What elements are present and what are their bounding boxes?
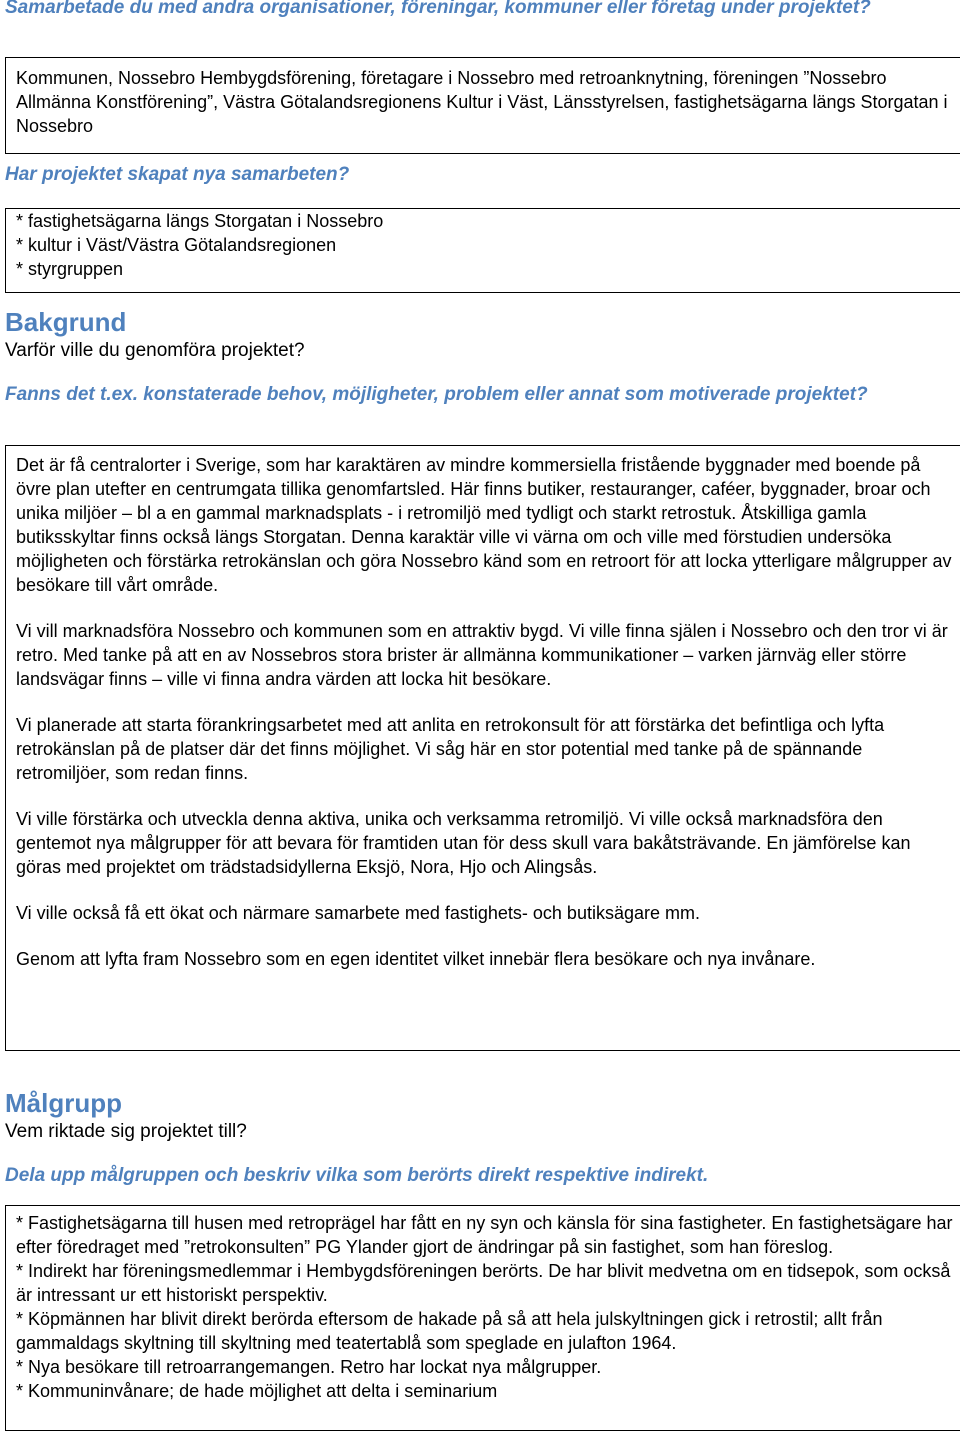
target-item: * Nya besökare till retroarrangemangen. Retro har lockat nya målgrupper. (16, 1357, 602, 1377)
collab-answer-box (5, 57, 960, 154)
background-paragraph: Vi vill marknadsföra Nossebro och kommunen som en attraktiv bygd. Vi ville finna själen i Nossebro och den tror vi är retro. Med tanke på att en av Nossebros stora brister är allmänna kommunikationer – varken järnväg eller större landsvägar finns – ville vi finna andra värden att locka hit besökare. (16, 621, 948, 689)
new-collab-item: * fastighetsägarna längs Storgatan i Nossebro (16, 211, 384, 231)
background-subheading: Varför ville du genomföra projektet? (5, 340, 305, 361)
target-subheading: Vem riktade sig projektet till? (5, 1121, 247, 1142)
target-answer-box (5, 1205, 960, 1431)
background-paragraph: Vi ville också få ett ökat och närmare samarbete med fastighets- och butiksägare mm. (16, 903, 700, 923)
background-paragraph: Det är få centralorter i Sverige, som har karaktären av mindre kommersiella fristående byggnader med boende på övre plan utefter en centrumgata tillika genomfartsled. Här finns butiker, restauranger, caféer, byggnader, broar och unika miljöer – bl a en gammal marknadsplats - i retromiljö med tydligt och starkt retrostuk. Åtskilliga gamla butiksskyltar finns också längs Storgatan. Denna karaktär ville vi värna om och ville med förstudien undersöka möjligheten och förstärka retrokänslan och göra Nossebro känd som en retroort för att locka ytterligare målgrupper av besökare till vårt område. (16, 455, 952, 595)
target-question: Dela upp målgruppen och beskriv vilka som berörts direkt respektive indirekt. (5, 1165, 709, 1186)
background-paragraph: Vi ville förstärka och utveckla denna aktiva, unika och verksamma retromiljö. Vi ville också marknadsföra den gentemot nya målgrupper för att bevara för framtiden utan för dess skull vara bakåtsträvande. En jämförelse kan göras med projektet om trädstadsidyllerna Eksjö, Nora, Hjo och Alingsås. (16, 809, 911, 877)
target-item: * Köpmännen har blivit direkt berörda eftersom de hakade på så att hela julskyltningen gick i retrostil; allt från gammaldags skyltning till skyltning med teatertablå som speglade en julafton 1964. (16, 1309, 883, 1353)
new-collab-item: * styrgruppen (16, 259, 124, 279)
background-question: Fanns det t.ex. konstaterade behov, möjligheter, problem eller annat som motiverade projektet? (5, 384, 868, 405)
background-heading: Bakgrund (5, 307, 127, 337)
background-answer-box (5, 445, 960, 1051)
new-collab-box (5, 208, 960, 293)
new-collab-item: * kultur i Väst/Västra Götalandsregionen (16, 235, 337, 255)
background-paragraph: Vi planerade att starta förankringsarbetet med att anlita en retrokonsult för att förstärka det befintliga och lyfta retrokänslan på de platser där det finns möjlighet. Vi såg här en stor potential med tanke på de spännande retromiljöer, som redan finns. (16, 715, 885, 783)
target-item: * Kommuninvånare; de hade möjlighet att delta i seminarium (16, 1381, 498, 1401)
collab-answer: Kommunen, Nossebro Hembygdsförening, företagare i Nossebro med retroanknytning, föreningen ”Nossebro Allmänna Konstförening”, Västra Götalandsregionens Kultur i Väst, Länsstyrelsen, fastighetsägarna längs Storgatan i Nossebro (16, 68, 948, 136)
target-item: * Indirekt har föreningsmedlemmar i Hembygdsföreningen berörts. De har blivit medvetna om en tidsepok, som också är intressant ur ett historiskt perspektiv. (16, 1261, 951, 1305)
target-heading: Målgrupp (5, 1088, 122, 1118)
collab-question: Samarbetade du med andra organisationer, föreningar, kommuner eller företag under projektet? (5, 0, 871, 18)
target-item: * Fastighetsägarna till husen med retroprägel har fått en ny syn och känsla för sina fastigheter. En fastighetsägare har efter föredraget med ”retrokonsulten” PG Ylander gjort de ändringar på sin fastighet, som han föreslog. (16, 1213, 953, 1257)
background-paragraph: Genom att lyfta fram Nossebro som en egen identitet vilket innebär flera besökare och nya invånare. (16, 949, 816, 969)
new-collab-question: Har projektet skapat nya samarbeten? (5, 164, 350, 185)
